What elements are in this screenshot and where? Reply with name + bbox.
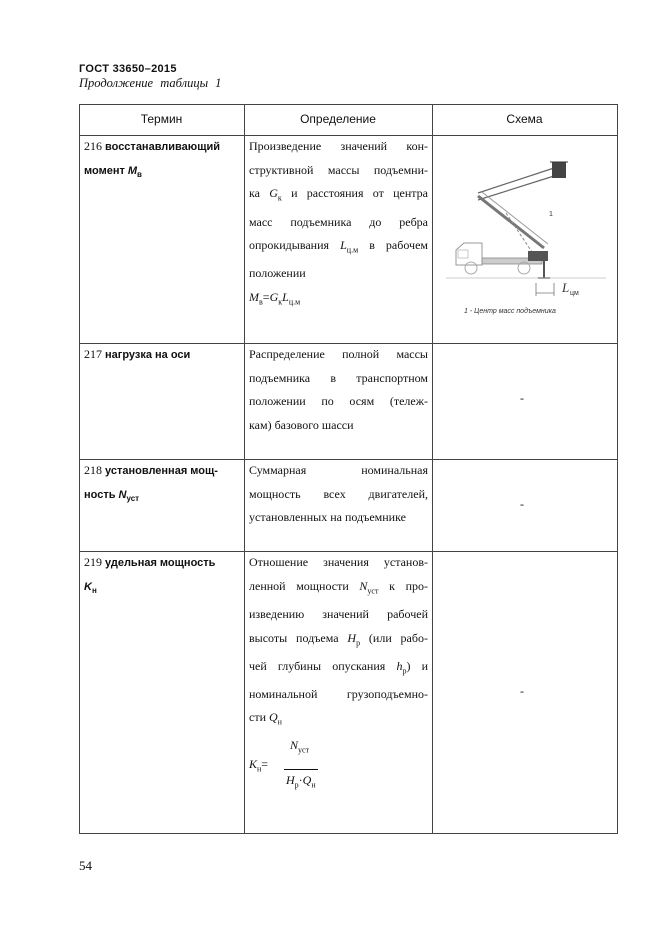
aerial-platform-diagram [436,138,614,338]
scheme-216 [436,138,614,338]
term-218: 218 установленная мощ- ность $N_{уст}$ [84,463,218,504]
formula-denominator: $H_р\cdot Q_н$ [286,773,316,790]
definition-218: Суммарная номинальная мощность всех двигателей, установленных на подъемнике [249,463,428,525]
scheme-219: - [520,684,524,698]
grid-line [244,104,245,834]
scheme-218: - [520,497,524,511]
term-217: 217 нагрузка на оси [84,347,191,361]
formula-lhs: $K_н=$ [249,757,269,774]
fraction-bar [284,769,318,770]
term-216: 216 восстанавливающий момент $M_в$ [84,139,220,180]
label-lcm-sub: цм [570,290,579,297]
scheme-caption: 1 - Центр масс подъемника [464,308,556,315]
column-header-definition: Определение [300,112,376,126]
label-lcm: L [562,280,570,295]
definition-217: Распределение полной массы подъемника в транспортном положении по осям (тележ- кам) базового шасси [249,347,428,433]
column-header-scheme: Схема [506,112,543,126]
grid-line [79,833,617,834]
term-219: 219 удельная мощность $K_н$ [84,555,216,596]
column-header-term: Термин [140,112,183,126]
page-number: 54 [79,858,92,873]
definition-216: Произведение значений кон- структивной массы подъемни- ка $G_к$ и расстояния от центра масс подъемника до ребра опрокидывания $L_{ц.м}$ в рабочем положении $M_в=G_кL_{ц.м}$ [249,139,429,307]
scheme-217: - [520,391,524,405]
standard-code: ГОСТ 33650–2015 [79,63,177,75]
formula-numerator: $N_{уст}$ [290,738,310,755]
grid-line [432,104,433,834]
definition-219: Отношение значения установ- ленной мощности $N_{уст}$ к про- изведению значений рабочей высоты подъема $H_р$ (или рабо- чей глубины опускания $h_р$) и номинальной грузоподъемно- сти $Q_н$ [249,555,428,727]
grid-line [617,104,618,834]
continuation-caption: Продолжение таблицы 1 [79,76,222,90]
label-center-of-mass: 1 [549,211,553,218]
grid-line [79,104,80,834]
